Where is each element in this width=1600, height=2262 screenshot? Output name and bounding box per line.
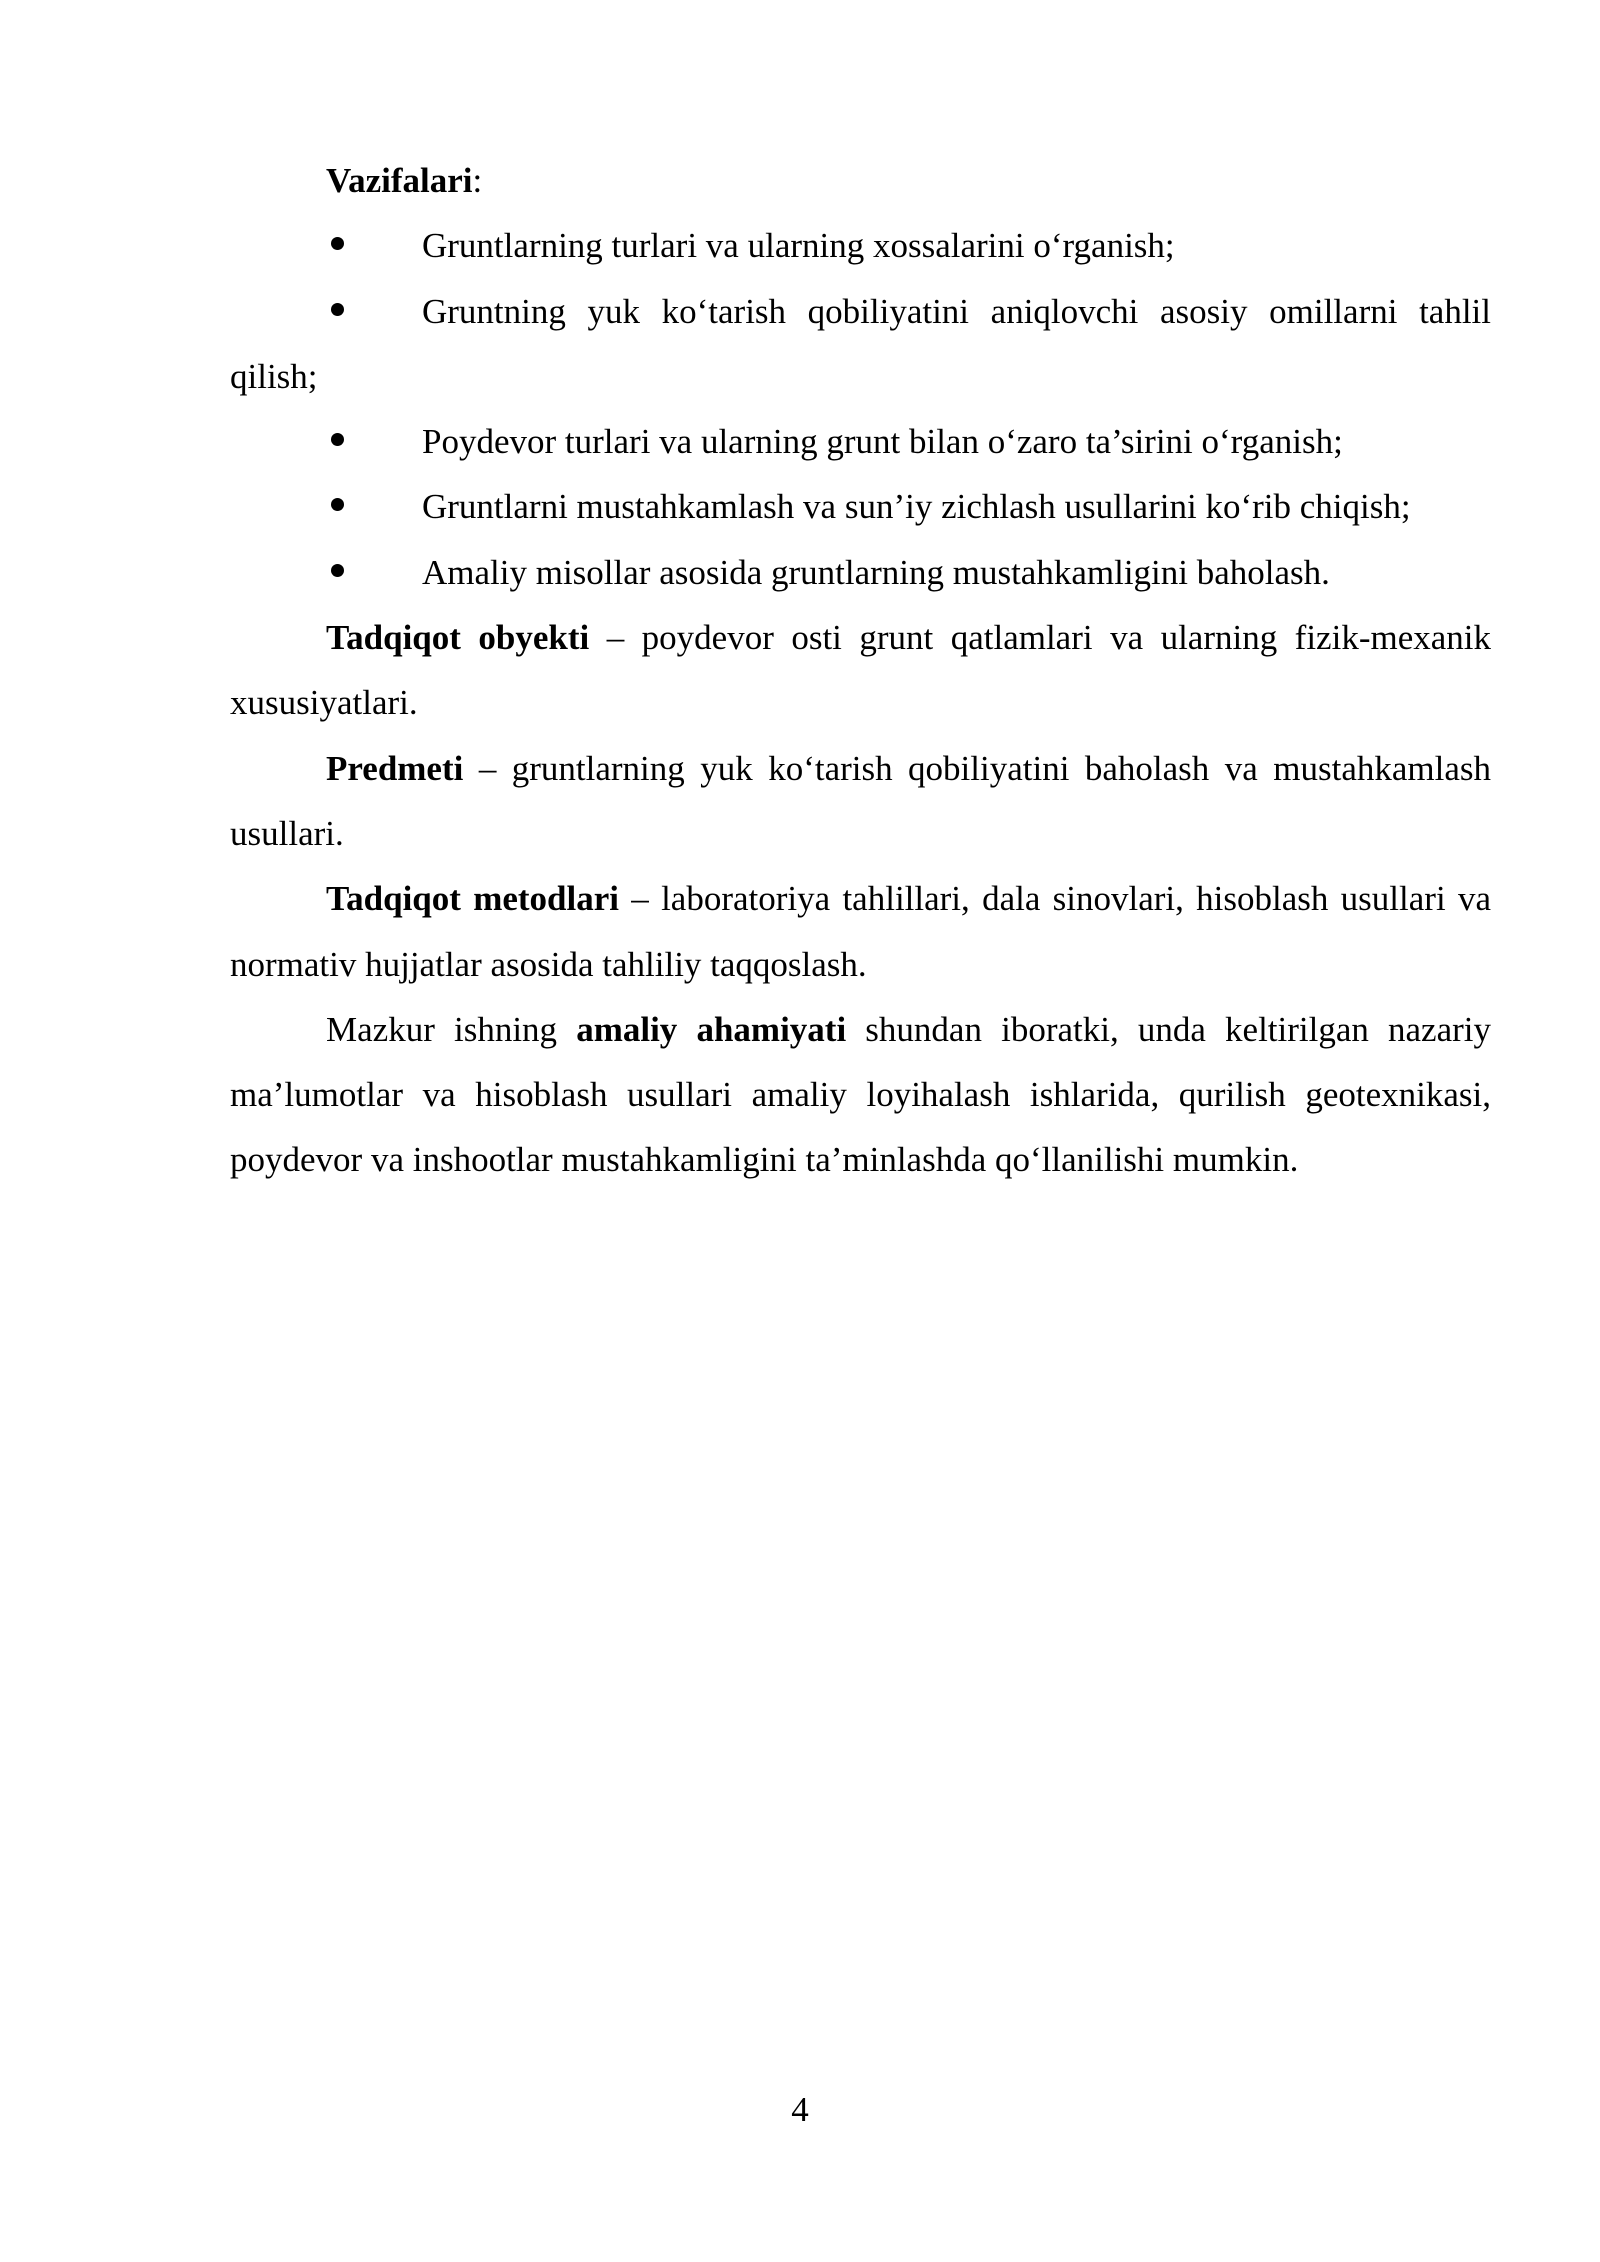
document-body — [230, 148, 1491, 1193]
list-item — [230, 474, 1491, 539]
list-item-text: Gruntlarni mustahkamlash va sun’iy zichlash usullarini ko‘rib chiqish; — [422, 487, 1411, 527]
bullet-icon — [331, 498, 344, 511]
research-methods-text: – laboratoriya tahlillari, dala sinovlari, hisoblash usullari va normativ hujjatlar asosida tahliliy taqqoslash. — [230, 879, 1491, 984]
research-subject-paragraph — [230, 736, 1491, 867]
list-item-continuation: qilish; — [230, 356, 318, 396]
bullet-icon — [331, 303, 344, 316]
bullet-icon — [331, 237, 344, 250]
tasks-heading-label: Vazifalari — [326, 161, 473, 200]
tasks-list — [230, 213, 1491, 605]
research-subject-label: Predmeti — [326, 748, 464, 788]
page-number: 4 — [791, 2090, 809, 2129]
practical-significance-label: amaliy ahamiyati — [576, 1009, 847, 1049]
research-object-label: Tadqiqot obyekti — [326, 618, 590, 658]
list-item-text: Poydevor turlari va ularning grunt bilan o‘zaro ta’sirini o‘rganish; — [422, 422, 1343, 462]
list-item-text: Gruntning yuk ko‘tarish qobiliyatini aniqlovchi asosiy omillarni tahlil — [422, 291, 1491, 331]
research-methods-paragraph — [230, 866, 1491, 997]
tasks-heading-suffix: : — [472, 161, 483, 200]
practical-significance-paragraph — [230, 997, 1491, 1193]
research-object-text: – poydevor osti grunt qatlamlari va ularning fizik-mexanik xususiyatlari. — [230, 618, 1491, 723]
tasks-heading — [230, 148, 1491, 213]
practical-significance-prefix: Mazkur ishning — [326, 1009, 577, 1049]
bullet-icon — [331, 433, 344, 446]
research-subject-text: – gruntlarning yuk ko‘tarish qobiliyatini baholash va mustahkamlash usullari. — [230, 748, 1491, 853]
list-item — [230, 213, 1491, 278]
list-item-text: Gruntlarning turlari va ularning xossalarini o‘rganish; — [422, 226, 1175, 266]
practical-significance-text: shundan iboratki, unda keltirilgan nazariy ma’lumotlar va hisoblash usullari amaliy loyihalash ishlarida, qurilish geotexnikasi, poydevor va inshootlar mustahkamligini ta’minlashda qo‘llanilishi mumkin. — [230, 1009, 1491, 1180]
list-item-text: Amaliy misollar asosida gruntlarning mustahkamligini baholash. — [422, 552, 1330, 592]
research-object-paragraph — [230, 605, 1491, 736]
list-item — [230, 540, 1491, 605]
research-methods-label: Tadqiqot metodlari — [326, 879, 619, 919]
list-item — [230, 279, 1491, 344]
list-item — [230, 409, 1491, 474]
bullet-icon — [331, 564, 344, 577]
